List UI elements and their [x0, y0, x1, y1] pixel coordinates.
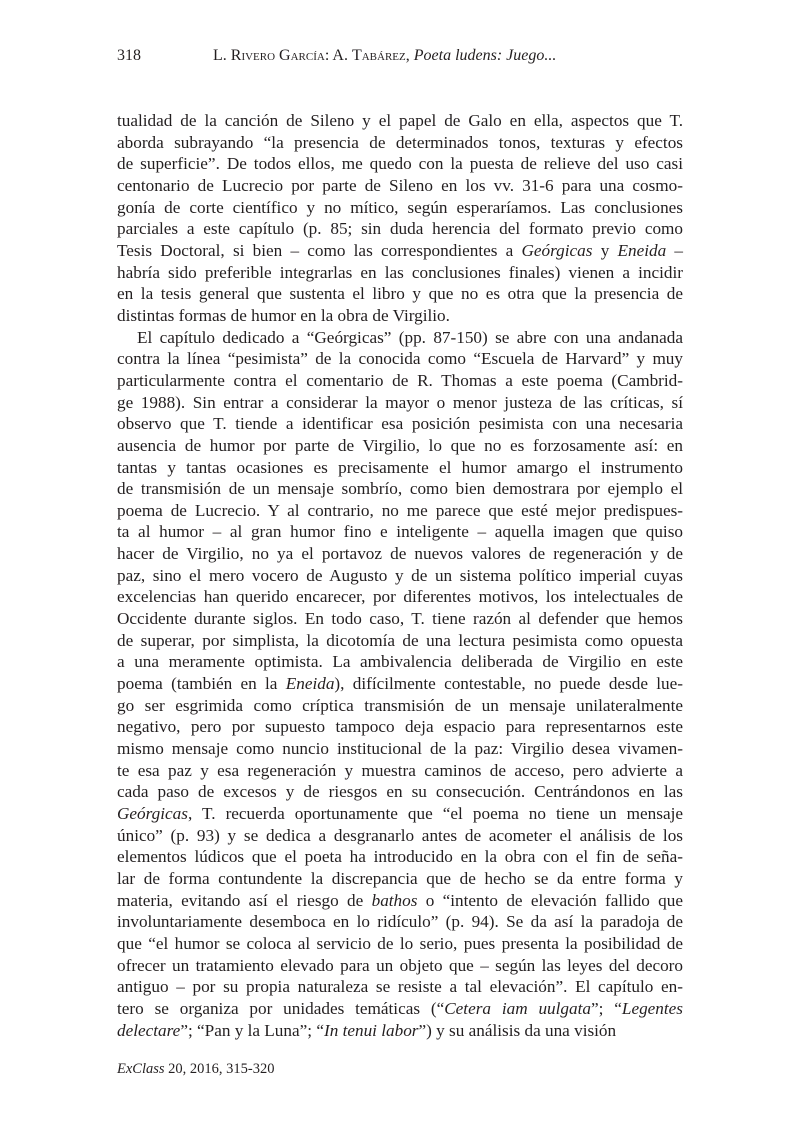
- text-line: [117, 175, 683, 197]
- text: que “el humor se coloca al servicio de lo serio, pues presenta la posibilidad de: [117, 933, 683, 953]
- italic-text: Eneida: [285, 674, 335, 694]
- text-line: [117, 478, 683, 500]
- italic-text: Cetera iam uulgata: [444, 998, 591, 1018]
- text: distintas formas de humor en la obra de Virgilio.: [117, 305, 450, 325]
- text: , T. recuerda oportunamente que “el poema no tiene un mensaje: [187, 804, 683, 823]
- book-title: Poeta ludens: Juego...: [413, 47, 557, 64]
- text: materia, evitando así el riesgo de: [117, 890, 372, 910]
- text-line: [117, 110, 683, 132]
- text-line: [117, 760, 683, 782]
- text-line: [117, 825, 683, 847]
- text-line: [117, 218, 683, 240]
- text-line: [117, 846, 683, 868]
- text-line: [117, 586, 683, 608]
- text: involuntariamente desemboca en lo ridículo” (p. 94). Se da así la paradoja de: [117, 912, 683, 932]
- italic-text: bathos: [371, 890, 418, 910]
- text: particularmente contra el comentario de R. Thomas a este poema (Cambrid-: [117, 370, 683, 390]
- text: ofrecer un tratamiento elevado para un objeto que – según las leyes del decoro: [117, 955, 683, 975]
- journal-name: ExClass: [117, 1061, 165, 1077]
- text: de superficie”. De todos ellos, me quedo con la puesta de relieve del uso casi: [117, 154, 683, 174]
- text: observo que T. tiende a identificar esa posición pesimista con una necesaria: [117, 414, 683, 434]
- paragraph: [117, 110, 683, 327]
- text-line: [117, 132, 683, 154]
- page-number: 318: [117, 47, 141, 64]
- author-separator: : A.: [324, 47, 352, 64]
- text: parciales a este capítulo (p. 85; sin duda herencia del formato previo como: [117, 219, 683, 239]
- text: poema de Lucrecio. Y al contrario, no me parece que esté mejor predispues-: [117, 500, 683, 520]
- text: centonario de Lucrecio por parte de Sileno en los vv. 31-6 para una cosmo-: [117, 175, 683, 195]
- text-line: [117, 153, 683, 175]
- text: El capítulo dedicado a “Geórgicas” (pp. 87-150) se abre con una andanada: [137, 327, 683, 347]
- text: poema (también en la: [117, 674, 286, 694]
- text-line: [117, 651, 683, 673]
- text-line: [117, 630, 683, 652]
- text: aborda subrayando “la presencia de determinados tonos, texturas y efectos: [117, 132, 683, 152]
- text-line: [117, 262, 683, 284]
- italic-text: Geórgicas: [117, 804, 188, 823]
- text: excelencias han querido encarecer, por diferentes motivos, los intelectuales de: [117, 587, 683, 607]
- text-line: [117, 695, 683, 717]
- text-line: [117, 716, 683, 738]
- text: ), difícilmente contestable, no puede desde lue-: [334, 674, 683, 694]
- text-line: [117, 413, 683, 435]
- text: paz, sino el mero vocero de Augusto y de un sistema político imperial cuyas: [117, 565, 683, 585]
- text: lar de forma contundente la discrepancia que de hecho se da entre forma y: [117, 868, 683, 888]
- text: o “intento de elevación fallido que: [417, 890, 683, 910]
- text: ta al humor – al gran humor fino e inteligente – aquella imagen que quiso: [117, 522, 683, 542]
- italic-text: In tenui labor: [323, 1020, 419, 1040]
- italic-text: delectare: [117, 1020, 181, 1040]
- text-line: [117, 392, 683, 414]
- text-line: [117, 457, 683, 479]
- text-line: [117, 543, 683, 565]
- text-line: [117, 868, 683, 890]
- text-line: [117, 348, 683, 370]
- journal-citation: 20, 2016, 315-320: [164, 1061, 275, 1077]
- text-line: [117, 803, 683, 825]
- text-line: [117, 673, 683, 695]
- text: ”) y su análisis da una visión: [418, 1020, 617, 1040]
- text: antiguo – por su propia naturaleza se resiste a tal elevación”. El capítulo en-: [117, 977, 683, 997]
- text-line: [117, 283, 683, 305]
- text: de superar, por simplista, la dicotomía de una lectura pesimista como opuesta: [117, 630, 683, 650]
- text: mismo mensaje como nuncio institucional de la paz: Virgilio desea vivamen-: [117, 739, 683, 759]
- text-line: [117, 933, 683, 955]
- text: Tesis Doctoral, si bien – como las correspondientes a: [117, 240, 522, 260]
- text-line: [117, 435, 683, 457]
- body-text: [117, 110, 683, 1041]
- text: a una meramente optimista. La ambivalencia deliberada de Virgilio en este: [117, 652, 683, 672]
- running-title: [213, 44, 556, 68]
- text: ausencia de humor por parte de Virgilio, lo que no es forzosamente así: en: [117, 435, 683, 455]
- text-line: [117, 955, 683, 977]
- text-line: [117, 305, 683, 327]
- text: cada paso de excesos y de riesgos en su consecución. Centrándonos en las: [117, 782, 683, 802]
- text: de transmisión de un mensaje sombrío, como bien demostrara por ejemplo el: [117, 479, 683, 499]
- text: contra la línea “pesimista” de la conocida como “Escuela de Harvard” y muy: [117, 349, 683, 369]
- text: tualidad de la canción de Sileno y el papel de Galo en ella, aspectos que T.: [117, 111, 683, 130]
- text-line: [117, 197, 683, 219]
- italic-text: Legentes: [621, 998, 683, 1018]
- text-line: [117, 1020, 683, 1042]
- text: Occidente durante siglos. En todo caso, T. tiene razón al defender que hemos: [117, 609, 683, 629]
- text-line: [117, 327, 683, 349]
- text-line: [117, 911, 683, 933]
- text: gonía de corte científico y no mítico, según esperaríamos. Las conclusiones: [117, 197, 683, 217]
- text: negativo, pero por supuesto tampoco deja espacio para representarnos este: [117, 717, 683, 737]
- text: hacer de Virgilio, no ya el portavoz de nuevos valores de regeneración y de: [117, 544, 683, 564]
- text-line: [117, 998, 683, 1020]
- text-line: [117, 500, 683, 522]
- reviewer-name: Rivero García: [230, 47, 325, 64]
- text-line: [117, 890, 683, 912]
- text: tero se organiza por unidades temáticas (“: [117, 998, 445, 1018]
- text: ”; “Pan y la Luna”; “: [180, 1020, 324, 1040]
- italic-text: Eneida: [617, 240, 667, 260]
- text: ge 1988). Sin entrar a considerar la mayor o menor justeza de las críticas, sí: [117, 392, 683, 412]
- text: ”; “: [591, 998, 622, 1018]
- title-separator: ,: [405, 47, 414, 64]
- text-line: [117, 976, 683, 998]
- running-head: [117, 44, 683, 68]
- text-line: [117, 240, 683, 262]
- text-line: [117, 608, 683, 630]
- text-line: [117, 565, 683, 587]
- text-line: [117, 521, 683, 543]
- text: único” (p. 93) y se dedica a desgranarlo antes de acometer el análisis de los: [117, 825, 683, 845]
- text: tantas y tantas ocasiones es precisamente el humor amargo el instrumento: [117, 457, 683, 477]
- text: y: [592, 240, 618, 260]
- text-line: [117, 738, 683, 760]
- page-footer: [117, 1059, 275, 1079]
- italic-text: Geórgicas: [521, 240, 593, 260]
- paragraph: [117, 327, 683, 1042]
- text-line: [117, 370, 683, 392]
- text: go ser esgrimida como críptica transmisión de un mensaje unilateralmente: [117, 695, 683, 715]
- text-line: [117, 781, 683, 803]
- text: habría sido preferible integrarlas en las conclusiones finales) vienen a incidir: [117, 262, 683, 282]
- text: elementos lúdicos que el poeta ha introducido en la obra con el fin de seña-: [117, 847, 683, 867]
- text: en la tesis general que sustenta el libro y que no es otra que la presencia de: [117, 284, 683, 304]
- text: te esa paz y esa regeneración y muestra caminos de acceso, pero advierte a: [117, 760, 683, 780]
- text: –: [666, 240, 684, 260]
- author-prefix: L.: [213, 47, 231, 64]
- book-author-name: Tabárez: [351, 47, 406, 64]
